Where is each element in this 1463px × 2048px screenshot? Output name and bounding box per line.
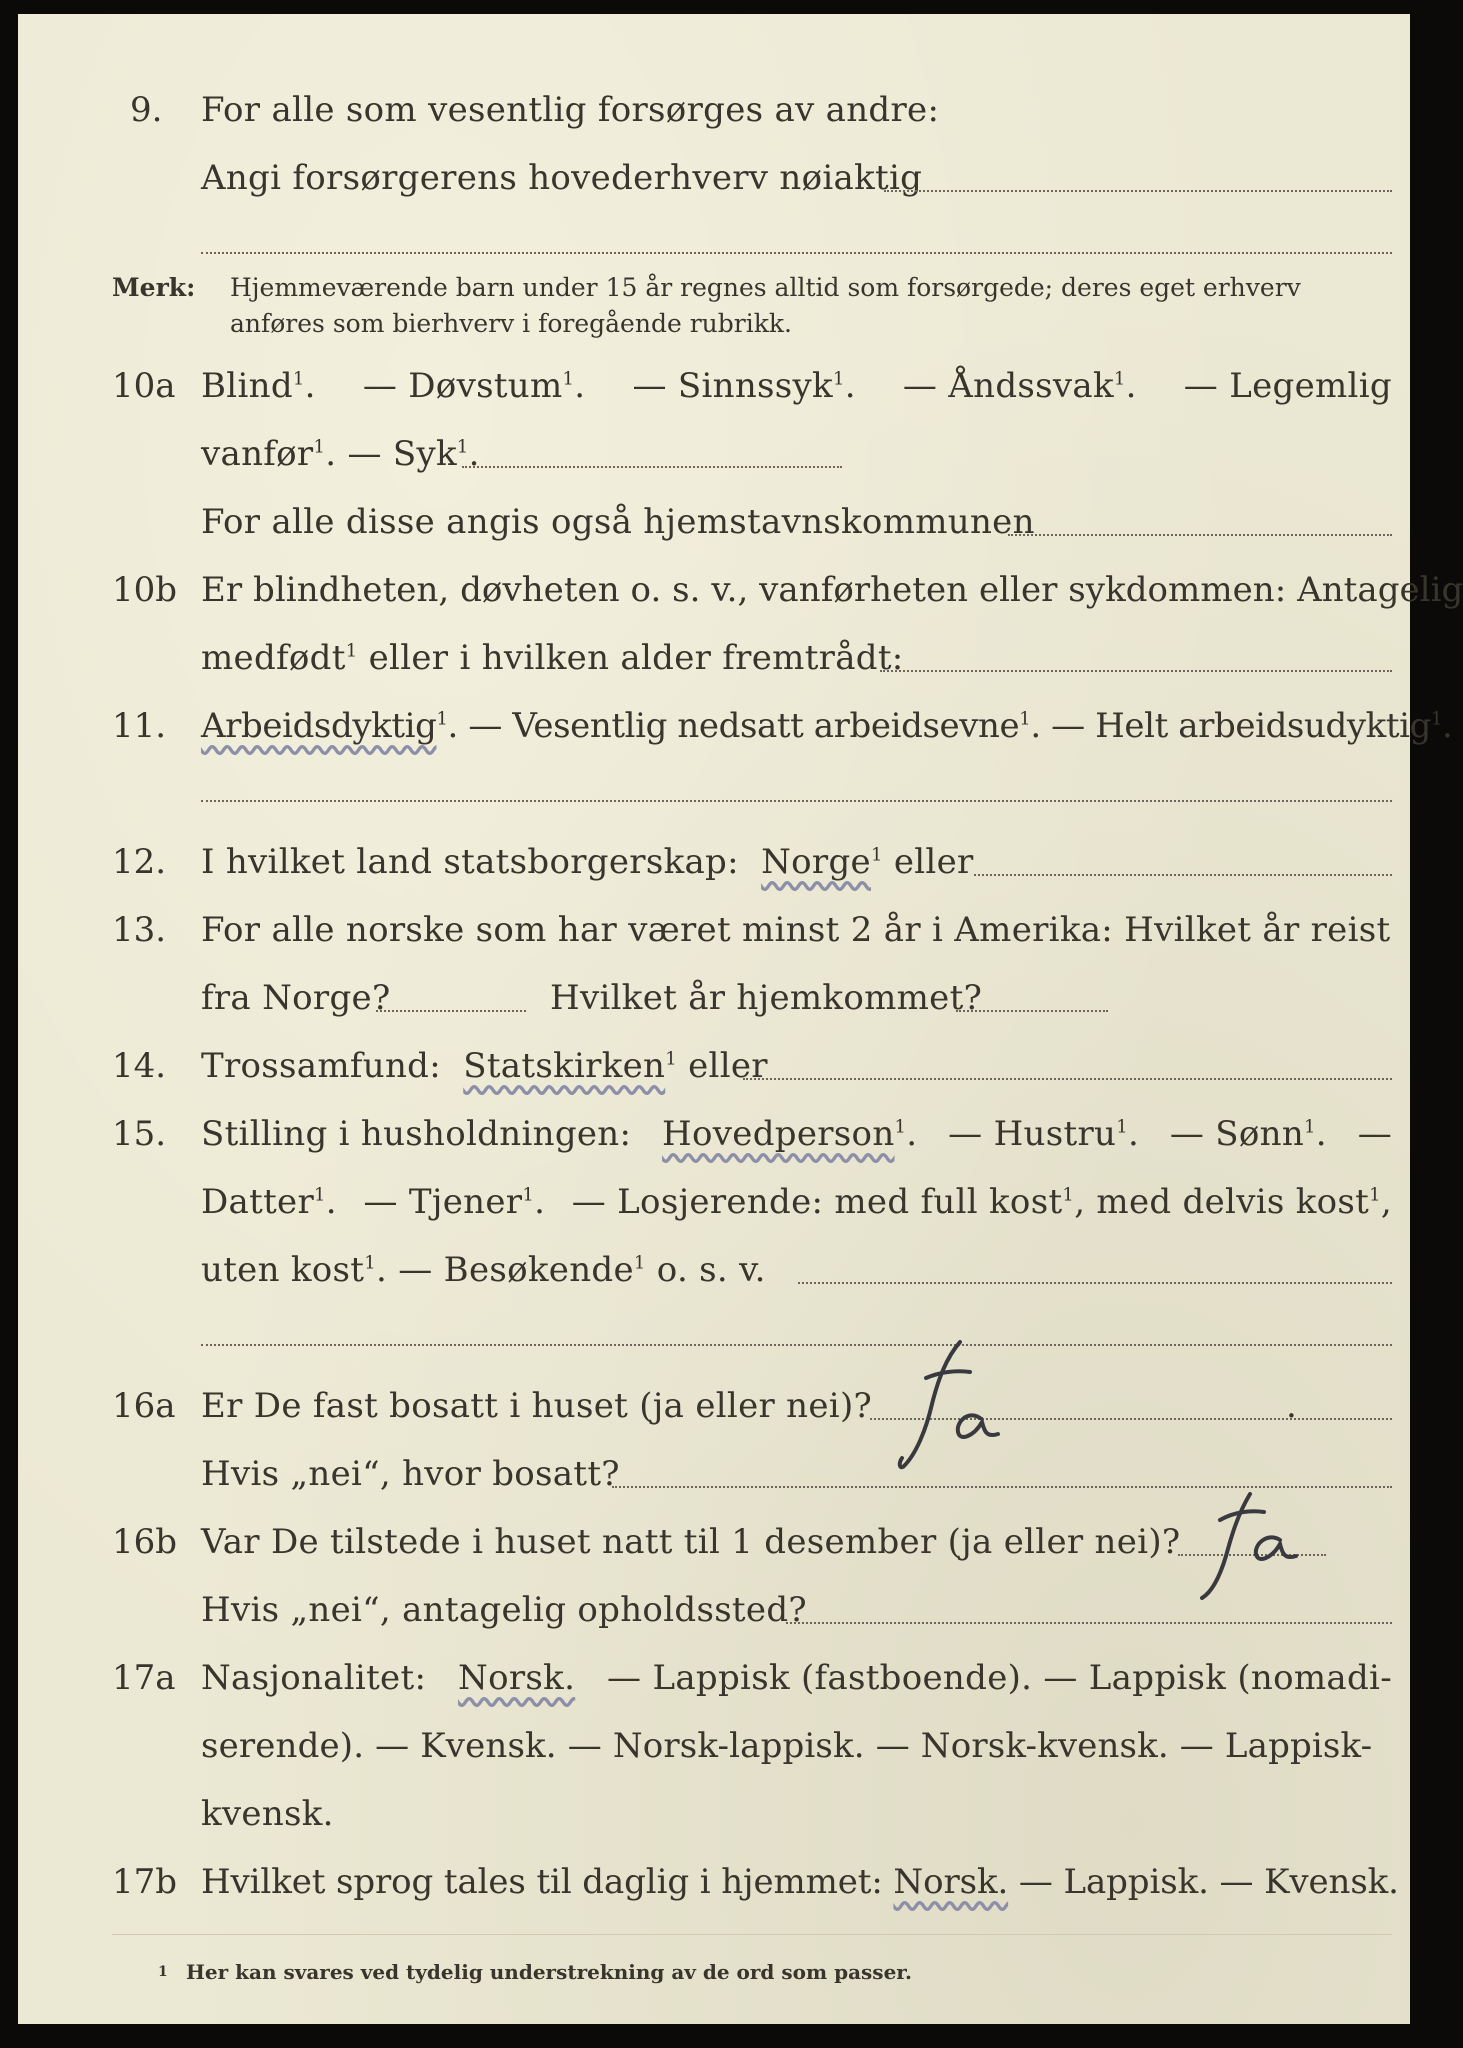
q17b-opts-rest: — Lappisk. — Kvensk. bbox=[1018, 1862, 1399, 1902]
q17a-line1 bbox=[201, 1658, 1392, 1698]
q14-opt-statskirken-underlined: Statskirken bbox=[463, 1046, 666, 1086]
q13-hjemkommet-label: Hvilket år hjemkommet? bbox=[550, 978, 983, 1018]
census-form-page bbox=[18, 14, 1463, 2024]
q15-line1: Stilling i husholdningen: Hovedperson$^1$. — Hustru$^1$. — Sønn$^1$. — bbox=[201, 1114, 1392, 1154]
q15-answer-line-2 bbox=[201, 1344, 1392, 1346]
q17a-opt-norsk-underlined: Norsk. bbox=[458, 1658, 576, 1698]
q9-answer-line bbox=[884, 190, 1392, 192]
q16a-line1: Er De fast bosatt i huset (ja eller nei)? bbox=[201, 1386, 873, 1426]
q11-answer-line bbox=[201, 800, 1392, 802]
q15-number: 15. bbox=[112, 1114, 167, 1154]
q10b-line2: medfødt$^1$ eller i hvilken alder fremtrådt: bbox=[201, 638, 904, 678]
q16b-answer-line-2 bbox=[786, 1622, 1392, 1624]
q11-opt-nedsatt: — Vesentlig nedsatt arbeidsevne bbox=[468, 706, 1020, 746]
q13-reist-label: fra Norge? bbox=[201, 978, 391, 1018]
q15-opt-datter: Datter bbox=[201, 1182, 315, 1222]
footnote-mark: 1 bbox=[158, 1964, 168, 1980]
q15-opt-uten-kost: uten kost bbox=[201, 1250, 365, 1290]
q10a-opt-sinnssyk: — Sinnssyk bbox=[632, 366, 833, 406]
q15-opt-hovedperson-underlined: Hovedperson bbox=[662, 1114, 895, 1154]
q17a-number: 17a bbox=[112, 1658, 176, 1698]
q13-number: 13. bbox=[112, 910, 167, 950]
q10a-line3: For alle disse angis også hjemstavnskommunen bbox=[201, 502, 1035, 542]
footnote-separator bbox=[112, 1934, 1392, 1935]
q16a-line2: Hvis „nei“, hvor bosatt? bbox=[201, 1454, 620, 1494]
q10a-opt-legemlig: — Legemlig bbox=[1183, 366, 1392, 406]
q10a-number: 10a bbox=[112, 366, 176, 406]
q11-number: 11. bbox=[112, 706, 167, 746]
q15-opt-tjener: — Tjener bbox=[363, 1182, 523, 1222]
q14-line: Trossamfund: Statskirken$^1$ eller bbox=[201, 1046, 768, 1086]
merk-line1: Hjemmeværende barn under 15 år regnes alltid som forsørgede; deres eget erhverv bbox=[230, 273, 1301, 302]
q10b-opt-medfodt: medfødt bbox=[201, 638, 346, 678]
q17b-opt-norsk-underlined: Norsk. bbox=[893, 1862, 1009, 1902]
q15-question: Stilling i husholdningen: bbox=[201, 1114, 632, 1154]
q16b-handwritten-ja bbox=[1198, 1484, 1318, 1614]
q17a-question: Nasjonalitet: bbox=[201, 1658, 427, 1698]
q16a-stray-dot: . bbox=[1286, 1386, 1298, 1426]
q10a-answer-line bbox=[462, 466, 842, 468]
q13-hjemkommet-answer-line bbox=[956, 1010, 1108, 1012]
q15-dash: — bbox=[1357, 1114, 1392, 1154]
q9-number: 9. bbox=[130, 90, 163, 130]
q10b-line1: Er blindheten, døvheten o. s. v., vanførheten eller sykdommen: Antagelig bbox=[201, 570, 1463, 610]
q12-number: 12. bbox=[112, 842, 167, 882]
q15-opt-besokende: — Besøkende bbox=[398, 1250, 634, 1290]
q14-eller: eller bbox=[688, 1046, 768, 1086]
q16a-number: 16a bbox=[112, 1386, 176, 1426]
q10a-opt-vanfor: vanfør bbox=[201, 434, 314, 474]
q10a-opt-dovstum: — Døvstum bbox=[362, 366, 563, 406]
q16a-handwritten-ja bbox=[898, 1334, 1038, 1484]
q10a-opt-syk: — Syk bbox=[347, 434, 457, 474]
q10b-opt-alder: eller i hvilken alder fremtrådt: bbox=[368, 638, 904, 678]
q10a-hjemstavn-line bbox=[1008, 534, 1392, 536]
q17b-number: 17b bbox=[112, 1862, 178, 1902]
q11-line: Arbeidsdyktig$^1$. — Vesentlig nedsatt arbeidsevne$^1$. — Helt arbeidsudyktig$^1$. bbox=[201, 706, 1453, 746]
q15-opt-sonn: — Sønn bbox=[1169, 1114, 1305, 1154]
merk-label: Merk: bbox=[112, 273, 196, 302]
q10a-opt-andssvak: — Åndssvak bbox=[902, 366, 1114, 406]
q14-number: 14. bbox=[112, 1046, 167, 1086]
q15-opt-full-kost: — Losjerende: med full kost bbox=[571, 1182, 1063, 1222]
q17a-line2: serende). — Kvensk. — Norsk-lappisk. — Norsk-kvensk. — Lappisk- bbox=[201, 1726, 1373, 1766]
q14-question: Trossamfund: bbox=[201, 1046, 442, 1086]
q17a-line3: kvensk. bbox=[201, 1794, 334, 1834]
merk-line2: anføres som bierhverv i foregående rubrikk. bbox=[230, 309, 792, 338]
q12-opt-norge-underlined: Norge bbox=[761, 842, 871, 882]
q10a-line2: vanfør$^1$. — Syk$^1$. bbox=[201, 434, 480, 474]
q15-opt-hustru: — Hustru bbox=[948, 1114, 1117, 1154]
q10a-opt-blind: Blind bbox=[201, 366, 293, 406]
q12-line: I hvilket land statsborgerskap: Norge$^1$ eller bbox=[201, 842, 974, 882]
q17b-line bbox=[201, 1862, 1399, 1902]
q15-answer-line bbox=[798, 1282, 1392, 1284]
q17a-opts-rest: — Lappisk (fastboende). — Lappisk (nomadi- bbox=[607, 1658, 1392, 1698]
q9-line2: Angi forsørgerens hovederhverv nøiaktig bbox=[201, 158, 923, 198]
q10a-line1: Blind$^1$. — Døvstum$^1$. — Sinnssyk$^1$. — Åndssvak$^1$. — Legemlig bbox=[201, 366, 1392, 406]
footnote-text: Her kan svares ved tydelig understrekning av de ord som passer. bbox=[186, 1960, 912, 1984]
q14-answer-line bbox=[743, 1078, 1392, 1080]
q12-question: I hvilket land statsborgerskap: bbox=[201, 842, 739, 882]
q15-line2: Datter$^1$. — Tjener$^1$. — Losjerende: med full kost$^1$, med delvis kost$^1$, bbox=[201, 1182, 1392, 1222]
q16b-line2: Hvis „nei“, antagelig opholdssted? bbox=[201, 1590, 807, 1630]
q9-answer-line-2 bbox=[201, 252, 1392, 254]
q12-answer-line bbox=[974, 874, 1392, 876]
q13-reist-answer-line bbox=[376, 1010, 526, 1012]
q9-line1: For alle som vesentlig forsørges av andre: bbox=[201, 90, 940, 130]
q11-opt-udyktig: — Helt arbeidsudyktig bbox=[1051, 706, 1431, 746]
q15-line3: uten kost$^1$. — Besøkende$^1$ o. s. v. bbox=[201, 1250, 766, 1290]
q17b-question: Hvilket sprog tales til daglig i hjemmet: bbox=[201, 1862, 883, 1902]
q16b-number: 16b bbox=[112, 1522, 178, 1562]
q16b-line1: Var De tilstede i huset natt til 1 desember (ja eller nei)? bbox=[201, 1522, 1181, 1562]
q15-osv: o. s. v. bbox=[656, 1250, 766, 1290]
q10b-answer-line bbox=[880, 670, 1392, 672]
q11-opt-arbeidsdyktig-underlined: Arbeidsdyktig bbox=[201, 706, 437, 746]
q13-line1: For alle norske som har været minst 2 år i Amerika: Hvilket år reist bbox=[201, 910, 1391, 950]
svg-text:Ja: Ja bbox=[898, 1334, 899, 1335]
q15-opt-delvis-kost: , med delvis kost bbox=[1074, 1182, 1370, 1222]
q10b-number: 10b bbox=[112, 570, 178, 610]
q12-eller: eller bbox=[893, 842, 974, 882]
